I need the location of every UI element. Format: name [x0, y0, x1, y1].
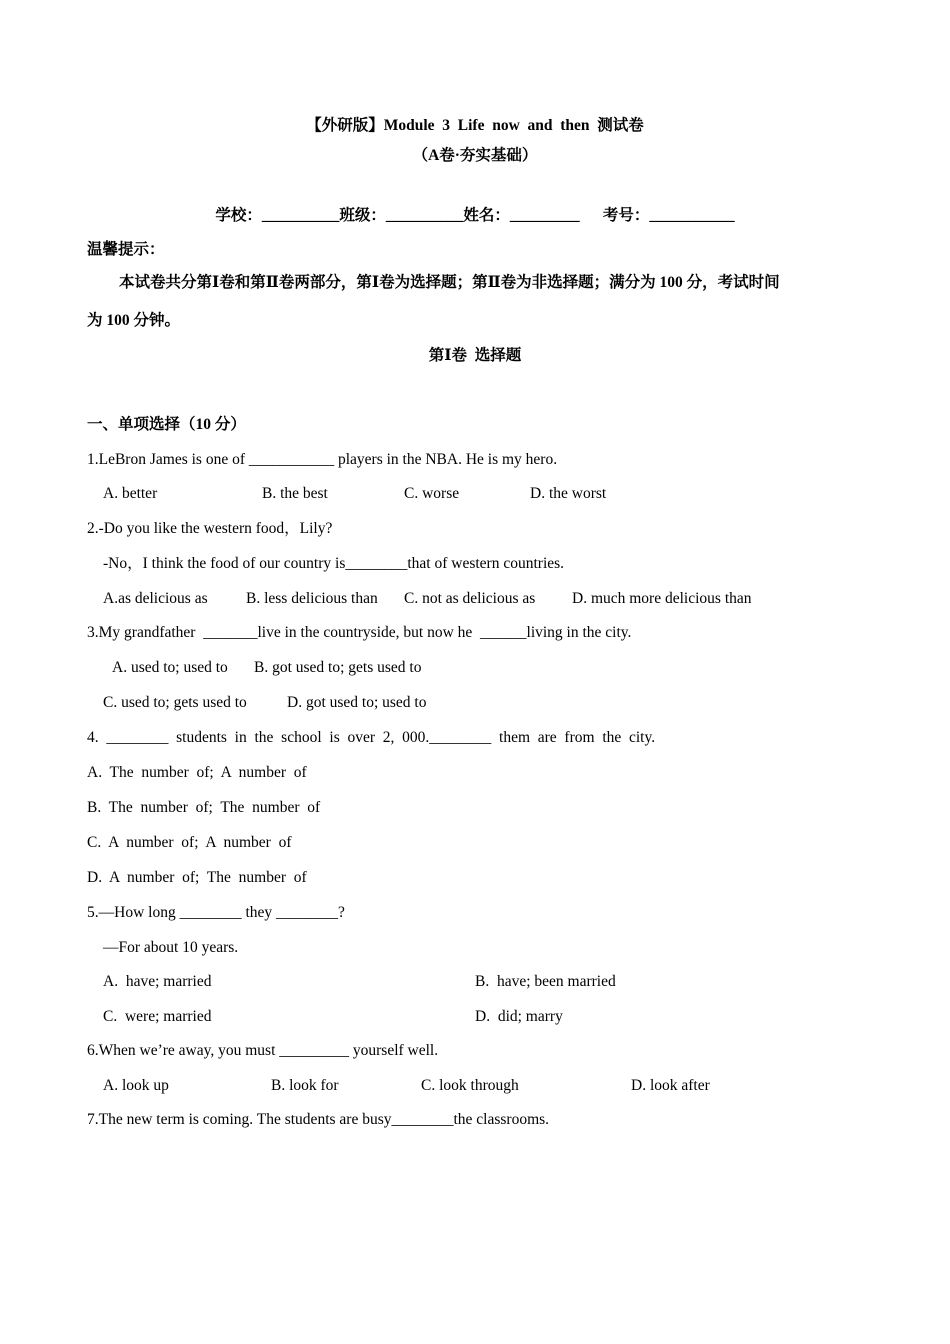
part1-title: 第Ⅰ卷 选择题 [428, 347, 522, 364]
option: D. look after [631, 1077, 710, 1094]
option: B. have; been married [475, 973, 616, 990]
option: D. did; marry [475, 1008, 563, 1025]
option: B. the best [262, 485, 328, 502]
option: A. better [103, 485, 158, 502]
option: D. much more delicious than [572, 590, 752, 607]
option: C. worse [404, 485, 460, 502]
option: C. were; married [103, 1008, 212, 1025]
option: C. A number of; A number of [87, 834, 292, 851]
section1-title: 一、单项选择（10 分） [87, 416, 246, 433]
option: A. used to; used to [112, 659, 228, 676]
question-5-stem-cont: —For about 10 years. [103, 939, 239, 956]
student-info-line: 学校：__________班级：__________姓名：_________ 考号：___________ [215, 207, 735, 224]
notice-label: 温馨提示： [87, 241, 165, 258]
document-title: 【外研版】Module 3 Life now and then 测试卷 [306, 117, 644, 134]
question-7-stem: 7.The new term is coming. The students are busy________the classrooms. [87, 1111, 550, 1128]
question-5-stem: 5.—How long ________ they ________? [87, 904, 345, 921]
document-subtitle: （A卷·夯实基础） [412, 147, 538, 164]
option: D. A number of; The number of [87, 869, 307, 886]
option: A. look up [103, 1077, 169, 1094]
question-2-stem: 2.-Do you like the western food，Lily? [87, 520, 333, 537]
option: B. less delicious than [246, 590, 378, 607]
option: B. The number of; The number of [87, 799, 321, 816]
question-6-stem: 6.When we’re away, you must _________ yourself well. [87, 1042, 439, 1059]
option: C. not as delicious as [404, 590, 536, 607]
option: B. look for [271, 1077, 339, 1094]
question-1-stem: 1.LeBron James is one of ___________ players in the NBA. He is my hero. [87, 451, 558, 468]
option: D. the worst [530, 485, 607, 502]
option: D. got used to; used to [287, 694, 427, 711]
question-3-stem: 3.My grandfather _______live in the countryside, but now he ______living in the city. [87, 624, 632, 641]
option: C. used to; gets used to [103, 694, 247, 711]
option: A.as delicious as [103, 590, 208, 607]
option: A. The number of; A number of [87, 764, 307, 781]
notice-text-cont: 为 100 分钟。 [87, 312, 181, 329]
notice-text: 本试卷共分第Ⅰ卷和第Ⅱ卷两部分，第Ⅰ卷为选择题；第Ⅱ卷为非选择题；满分为 100 分，考试时间 [119, 274, 780, 291]
option: C. look through [421, 1077, 519, 1094]
question-4-stem: 4. ________ students in the school is over 2, 000.________ them are from the city. [87, 729, 656, 746]
option: A. have; married [103, 973, 212, 990]
option: B. got used to; gets used to [254, 659, 422, 676]
question-2-stem-cont: -No，I think the food of our country is________that of western countries. [103, 555, 565, 572]
